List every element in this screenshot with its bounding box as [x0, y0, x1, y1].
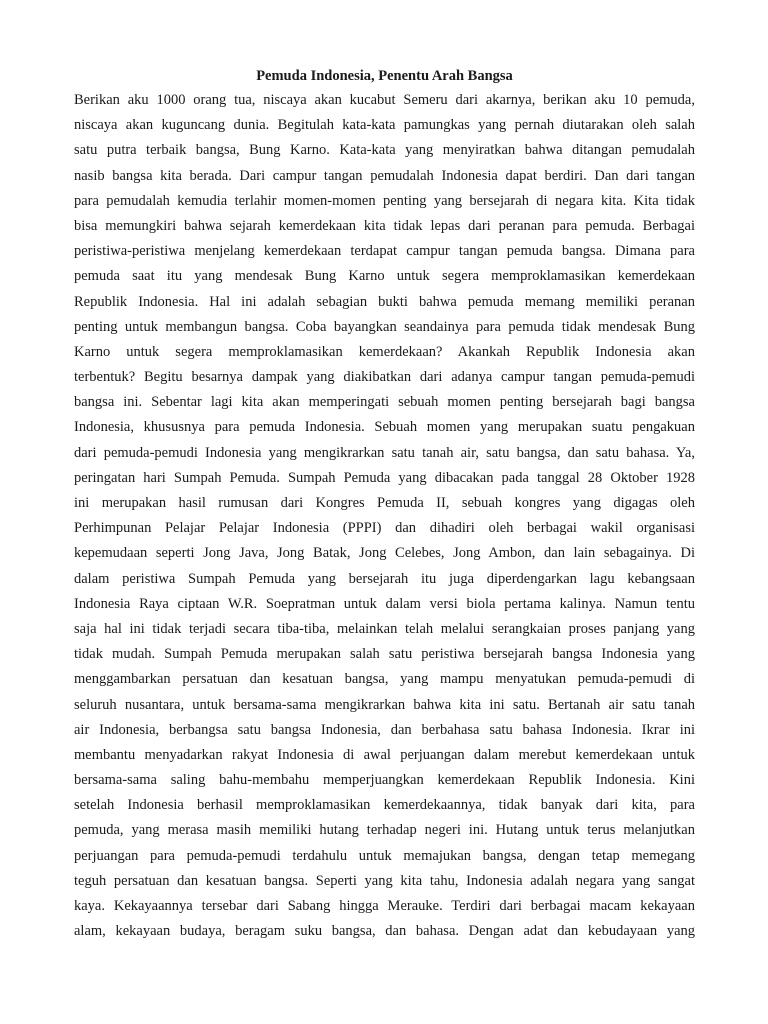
text-line: bersama-sama saling bahu-membahu memperjuangkan kemerdekaan Republik Indonesia. Kini [74, 772, 695, 789]
text-line: teguh persatuan dan kesatuan bangsa. Seperti yang kita tahu, Indonesia adalah negara yang sangat [74, 872, 695, 889]
text-line: dari pemuda-pemudi Indonesia yang mengikrarkan satu tanah air, satu bangsa, dan satu bahasa. Ya, [74, 444, 695, 461]
text-line: terbentuk? Begitu besarnya dampak yang diakibatkan dari adanya campur tangan pemuda-pemudi [74, 369, 695, 386]
document-body [74, 64, 695, 944]
text-line: bisa memungkiri bahwa sejarah kemerdekaan kita tidak lepas dari peranan para pemuda. Berbagai [74, 217, 695, 234]
text-line: nasib bangsa kita berada. Dari campur tangan pemudalah Indonesia dapat berdiri. Dan dari tangan [74, 167, 695, 184]
text-line: Karno untuk segera memproklamasikan kemerdekaan? Akankah Republik Indonesia akan [74, 343, 695, 360]
text-line: air Indonesia, berbangsa satu bangsa Indonesia, dan berbahasa satu bahasa Indonesia. Ikrar ini [74, 721, 695, 738]
text-line: pemuda saat itu yang mendesak Bung Karno untuk segera memproklamasikan kemerdekaan [74, 268, 695, 285]
text-line: pemuda, yang merasa masih memiliki hutang terhadap negeri ini. Hutang untuk terus melanjutkan [74, 822, 695, 839]
text-line: saja hal ini tidak terjadi secara tiba-tiba, melainkan telah melalui serangkaian proses panjang yang [74, 620, 695, 637]
text-line: tidak mudah. Sumpah Pemuda merupakan salah satu peristiwa bersejarah bangsa Indonesia yang [74, 646, 695, 663]
text-line: kaya. Kekayaannya tersebar dari Sabang hingga Merauke. Terdiri dari berbagai macam kekayaan [74, 898, 695, 914]
text-line: Indonesia, khususnya para pemuda Indonesia. Sebuah momen yang merupakan suatu pengakuan [74, 419, 695, 436]
text-line: kepemudaan seperti Jong Java, Jong Batak, Jong Celebes, Jong Ambon, dan lain sebagainya. Di [74, 545, 695, 562]
text-line: para pemudalah kemudia terlahir momen-momen penting yang bersejarah di negara kita. Kita tidak [74, 192, 695, 209]
text-line: perjuangan para pemuda-pemudi terdahulu untuk memajukan bangsa, dengan tetap memegang [74, 847, 695, 864]
text-line: seluruh nusantara, untuk bersama-sama mengikrarkan bahwa kita ini satu. Bertanah air satu tanah [74, 696, 695, 713]
text-line: menggambarkan persatuan dan kesatuan bangsa, yang mampu menyatukan pemuda-pemudi di [74, 671, 695, 688]
text-line: membantu menyadarkan rakyat Indonesia di awal perjuangan dalam merebut kemerdekaan untuk [74, 746, 695, 763]
text-line: peristiwa-peristiwa menjelang kemerdekaan terdapat campur tangan pemuda bangsa. Dimana para [74, 243, 695, 260]
text-line: penting untuk membangun bangsa. Coba bayangkan seandainya para pemuda tidak mendesak Bung [74, 318, 695, 335]
text-line: alam, kekayaan budaya, beragam suku bangsa, dan bahasa. Dengan adat dan kebudayaan yang [74, 923, 695, 940]
text-line: Berikan aku 1000 orang tua, niscaya akan kucabut Semeru dari akarnya, berikan aku 10 pemuda, [74, 92, 695, 108]
text-line: ini merupakan hasil rumusan dari Kongres Pemuda II, sebuah kongres yang digagas oleh [74, 495, 695, 511]
document-title: Pemuda Indonesia, Penentu Arah Bangsa [256, 68, 513, 84]
text-line: dalam peristiwa Sumpah Pemuda yang bersejarah itu juga diperdengarkan lagu kebangsaan [74, 570, 695, 587]
text-line: setelah Indonesia berhasil memproklamasikan kemerdekaannya, tidak banyak dari kita, para [74, 797, 695, 814]
text-line: bangsa ini. Sebentar lagi kita akan memperingati sebuah momen penting bersejarah bagi bangsa [74, 394, 695, 411]
text-line: Indonesia Raya ciptaan W.R. Soepratman untuk dalam versi biola pertama kalinya. Namun tentu [74, 595, 695, 612]
text-line: niscaya akan kuguncang dunia. Begitulah kata-kata pamungkas yang pernah diutarakan oleh salah [74, 117, 695, 134]
text-line: Perhimpunan Pelajar Pelajar Indonesia (PPPI) dan dihadiri oleh berbagai wakil organisasi [74, 520, 695, 537]
text-line: satu putra terbaik bangsa, Bung Karno. Kata-kata yang menyiratkan bahwa ditangan pemudalah [74, 142, 695, 159]
text-line: peringatan hari Sumpah Pemuda. Sumpah Pemuda yang dibacakan pada tanggal 28 Oktober 1928 [74, 469, 695, 486]
text-line: Republik Indonesia. Hal ini adalah sebagian bukti bahwa pemuda memang memiliki peranan [74, 293, 695, 310]
document-paragraph [74, 88, 695, 944]
